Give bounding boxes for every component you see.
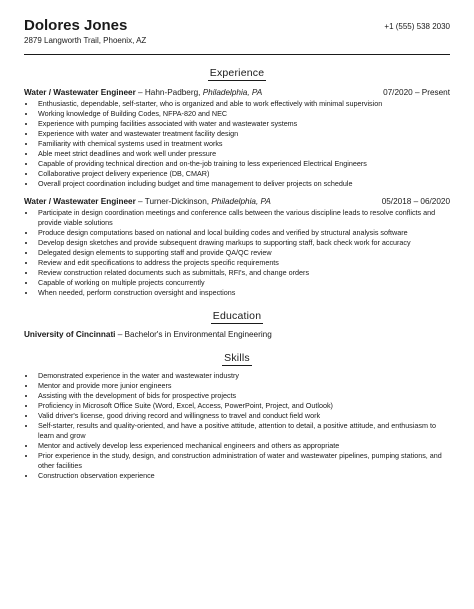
- job-header: [24, 87, 450, 98]
- experience-section: [24, 67, 450, 298]
- job-company: Hahn-Padberg,: [144, 88, 203, 97]
- list-item: • Valid driver's license, good driving record and willingness to travel and conduct field work: [36, 411, 450, 421]
- list-item: • Assisting with the development of bids for prospective projects: [36, 391, 450, 401]
- list-item: • Able meet strict deadlines and work well under pressure: [36, 149, 450, 159]
- education-section: [24, 310, 450, 340]
- candidate-address: 2879 Langworth Trail, Phoenix, AZ: [24, 36, 147, 45]
- list-item: • Review and edit specifications to address the projects specific requirements: [36, 258, 450, 268]
- list-item: • Participate in design coordination meetings and conference calls between the various discipline leads to resolve conflicts and provide viable solutions: [36, 208, 450, 228]
- section-title-skills: Skills: [224, 352, 250, 364]
- list-item: • Mentor and provide more junior engineers: [36, 381, 450, 391]
- job-entry: [24, 196, 450, 298]
- list-item: • Develop design sketches and provide subsequent drawing markups to supporting staff, back check work for accuracy: [36, 238, 450, 248]
- list-item: • Capable of providing technical direction and on-the-job training to less experienced Electrical Engineers: [36, 159, 450, 169]
- section-title-experience: Experience: [209, 67, 265, 79]
- job-dates: 05/2018 – 06/2020: [381, 197, 450, 206]
- list-item: • Self-starter, results and quality-oriented, and have a positive attitude, attention to detail, a positive attitude, and enthusiasm to learn and grow: [36, 421, 450, 441]
- job-dates: 07/2020 – Present: [383, 88, 450, 97]
- job-location: Philadelphia, PA: [202, 88, 263, 97]
- candidate-phone: +1 (555) 538 2030: [384, 22, 450, 31]
- job-title: Water / Wastewater Engineer: [24, 197, 136, 206]
- education-degree: – Bachelor's in Environmental Engineering: [115, 330, 272, 339]
- list-item: • Familiarity with chemical systems used in treatment works: [36, 139, 450, 149]
- education-entry: [24, 329, 450, 340]
- identity-block: [24, 17, 146, 46]
- list-item: • Enthusiastic, dependable, self-starter, who is organized and able to work effectively with minimal supervision: [36, 99, 450, 109]
- candidate-name: Dolores Jones: [24, 17, 128, 34]
- job-bullets: [24, 208, 450, 298]
- job-title: Water / Wastewater Engineer: [24, 88, 136, 97]
- list-item: • Experience with water and wastewater treatment facility design: [36, 129, 450, 139]
- education-school: University of Cincinnati: [24, 330, 116, 339]
- list-item: • Overall project coordination including budget and time management to deliver projects on schedule: [36, 179, 450, 189]
- job-header: [24, 196, 450, 207]
- list-item: • Demonstrated experience in the water and wastewater industry: [36, 371, 450, 381]
- job-dash: –: [135, 197, 145, 206]
- job-company: Turner-Dickinson,: [144, 197, 212, 206]
- list-item: • Prior experience in the study, design, and construction administration of water and wastewater pipelines, pumping stations, and other facilities: [36, 451, 450, 471]
- list-item: • Construction observation experience: [36, 471, 450, 481]
- job-entry: [24, 87, 450, 189]
- header-divider: [24, 54, 450, 55]
- list-item: • Produce design computations based on national and local building codes and verified by structural analysis software: [36, 228, 450, 238]
- resume-header: [24, 17, 450, 46]
- list-item: • Collaborative project delivery experience (DB, CMAR): [36, 169, 450, 179]
- job-dash: –: [135, 88, 145, 97]
- list-item: • Proficiency in Microsoft Office Suite (Word, Excel, Access, PowerPoint, Project, and Outlook): [36, 401, 450, 411]
- job-bullets: [24, 99, 450, 189]
- section-title-education: Education: [212, 310, 262, 322]
- list-item: • When needed, perform construction oversight and inspections: [36, 288, 450, 298]
- list-item: • Experience with pumping facilities associated with water and wastewater systems: [36, 119, 450, 129]
- skills-section: [24, 352, 450, 481]
- skills-list: [24, 371, 450, 481]
- list-item: • Mentor and actively develop less experienced mechanical engineers and others as appropriate: [36, 441, 450, 451]
- list-item: • Working knowledge of Building Codes, NFPA-820 and NEC: [36, 109, 450, 119]
- list-item: • Review construction related documents such as submittals, RFI's, and change orders: [36, 268, 450, 278]
- job-location: Philadelphia, PA: [211, 197, 271, 206]
- list-item: • Capable of working on multiple projects concurrently: [36, 278, 450, 288]
- list-item: • Delegated design elements to supporting staff and provide QA/QC review: [36, 248, 450, 258]
